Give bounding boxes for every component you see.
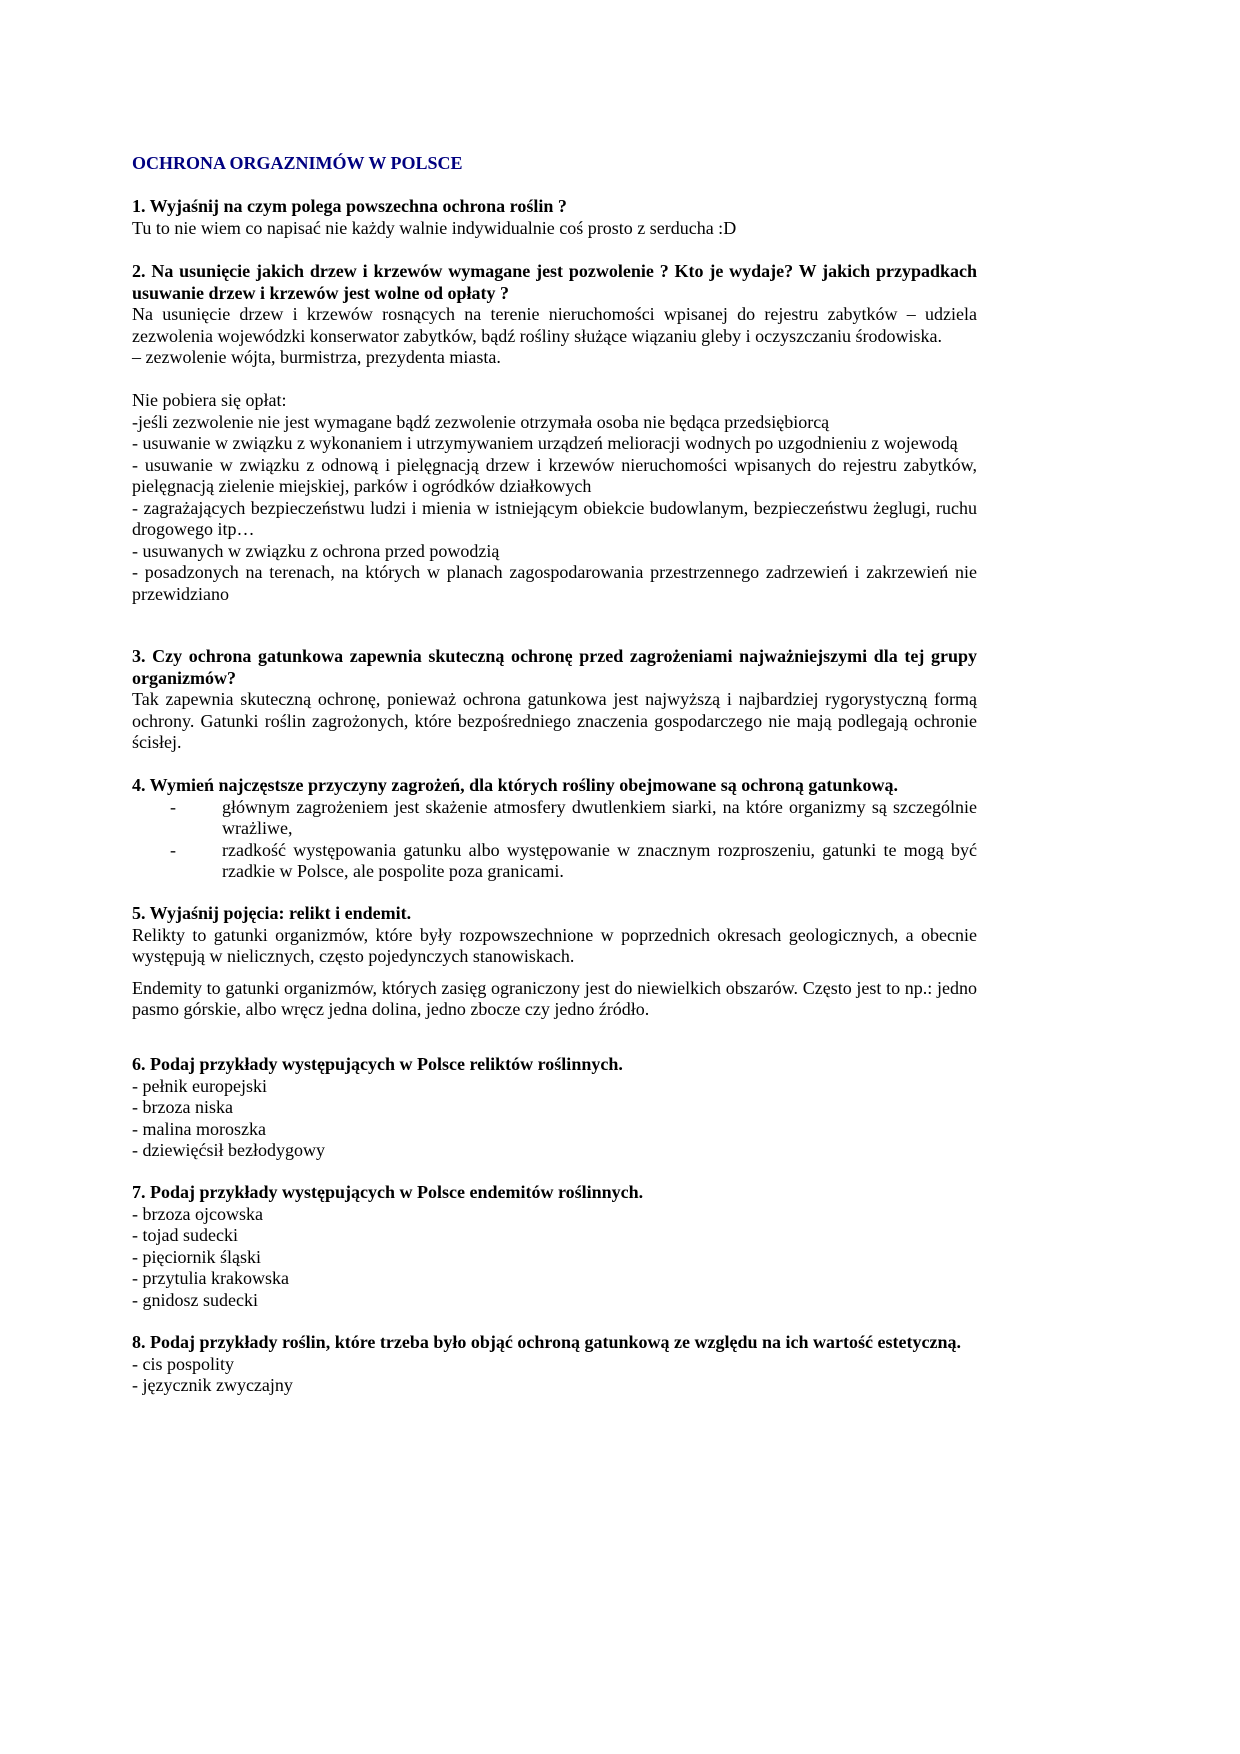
answer-text: Tak zapewnia skuteczną ochronę, ponieważ ochrona gatunkowa jest najwyższą i najbardziej rygorystyczną formą ochrony. Gatunki roślin zagrożonych, które bezpośredniego znaczenia gospodarczego nie mają podlegają ochronie ścisłej.: [132, 689, 977, 752]
question-4: [132, 775, 977, 883]
question-text: 1. Wyjaśnij na czym polega powszechna ochrona roślin ?: [132, 196, 567, 216]
list-item: - rzadkość występowania gatunku albo występowanie w znacznym rozproszeniu, gatunki te mogą być rzadkie w Polsce, ale pospolite poza granicami.: [132, 840, 977, 883]
question-7: [132, 1182, 977, 1311]
answer-text: Relikty to gatunki organizmów, które były rozpowszechnione w poprzednich okresach geologicznych, a obecnie występują w nielicznych, często pojedynczych stanowiskach.: [132, 924, 977, 966]
question-text: 3. Czy ochrona gatunkowa zapewnia skuteczną ochronę przed zagrożeniami najważniejszymi dla tej grupy organizmów?: [132, 646, 977, 688]
list-item: - gnidosz sudecki: [132, 1289, 258, 1310]
answer-text: – zezwolenie wójta, burmistrza, prezydenta miasta.: [132, 347, 501, 367]
list-item: - usuwanych w związku z ochrona przed powodzią: [132, 540, 500, 561]
list-item: - przytulia krakowska: [132, 1268, 289, 1288]
question-text: 8. Podaj przykłady roślin, które trzeba było objąć ochroną gatunkową ze względu na ich wartość estetyczną.: [132, 1332, 961, 1352]
list-item: - dziewięćsił bezłodygowy: [132, 1140, 325, 1160]
list-item: - języcznik zwyczajny: [132, 1375, 293, 1395]
list-item: - brzoza ojcowska: [132, 1203, 263, 1224]
question-text: 6. Podaj przykłady występujących w Polsce reliktów roślinnych.: [132, 1054, 623, 1074]
answer-text: Endemity to gatunki organizmów, których zasięg ograniczony jest do niewielkich obszarów. Często jest to np.: jedno pasmo górskie, albo wręcz jedna dolina, jedno zbocze czy jedno źródło.: [132, 977, 977, 1019]
question-8: [132, 1332, 977, 1397]
question-3: [132, 646, 977, 754]
question-text: 4. Wymień najczęstsze przyczyny zagrożeń, dla których rośliny obejmowane są ochroną gatunkową.: [132, 775, 898, 795]
list-item: - pięciornik śląski: [132, 1246, 261, 1267]
list-item: - głównym zagrożeniem jest skażenie atmosfery dwutlenkiem siarki, na które organizmy są szczególnie wrażliwe,: [132, 797, 977, 840]
question-6: [132, 1054, 977, 1162]
list-item: - brzoza niska: [132, 1097, 233, 1117]
list-item: - usuwanie w związku z wykonaniem i utrzymywaniem urządzeń melioracji wodnych po uzgodnieniu z wojewodą: [132, 433, 958, 453]
list-item: - posadzonych na terenach, na których w planach zagospodarowania przestrzennego zadrzewień i zakrzewień nie przewidziano: [132, 562, 977, 604]
answer-text: Na usunięcie drzew i krzewów rosnących na terenie nieruchomości wpisanej do rejestru zabytków – udziela zezwolenia wojewódzki konserwator zabytków, bądź rośliny służące wiązaniu gleby i oczyszczaniu środowiska.: [132, 304, 977, 346]
answer-text: Tu to nie wiem co napisać nie każdy walnie indywidualnie coś prosto z serducha :D: [132, 217, 737, 238]
fees-heading: Nie pobiera się opłat:: [132, 390, 287, 410]
list-item: - malina moroszka: [132, 1118, 266, 1139]
list-item: -jeśli zezwolenie nie jest wymagane bądź zezwolenie otrzymała osoba nie będąca przedsiębiorcą: [132, 411, 830, 432]
question-1: [132, 196, 977, 239]
list-item: - tojad sudecki: [132, 1225, 238, 1245]
question-text: 5. Wyjaśnij pojęcia: relikt i endemit.: [132, 903, 412, 923]
list-item: - cis pospolity: [132, 1353, 234, 1374]
question-text: 7. Podaj przykłady występujących w Polsce endemitów roślinnych.: [132, 1182, 644, 1202]
document-title: OCHRONA ORGAZNIMÓW W POLSCE: [132, 153, 463, 173]
list-item: - usuwanie w związku z odnową i pielęgnacją drzew i krzewów nieruchomości wpisanych do rejestru zabytków, pielęgnacją zielenie miejskiej, parków i ogródków działkowych: [132, 454, 977, 496]
question-5: [132, 903, 977, 1021]
question-2: [132, 261, 977, 605]
question-text: 2. Na usunięcie jakich drzew i krzewów wymagane jest pozwolenie ? Kto je wydaje? W jakich przypadkach usuwanie drzew i krzewów jest wolne od opłaty ?: [132, 261, 977, 303]
list-item: - zagrażających bezpieczeństwu ludzi i mienia w istniejącym obiekcie budowlanym, bezpieczeństwu żeglugi, ruchu drogowego itp…: [132, 497, 977, 539]
list-item: - pełnik europejski: [132, 1075, 267, 1096]
